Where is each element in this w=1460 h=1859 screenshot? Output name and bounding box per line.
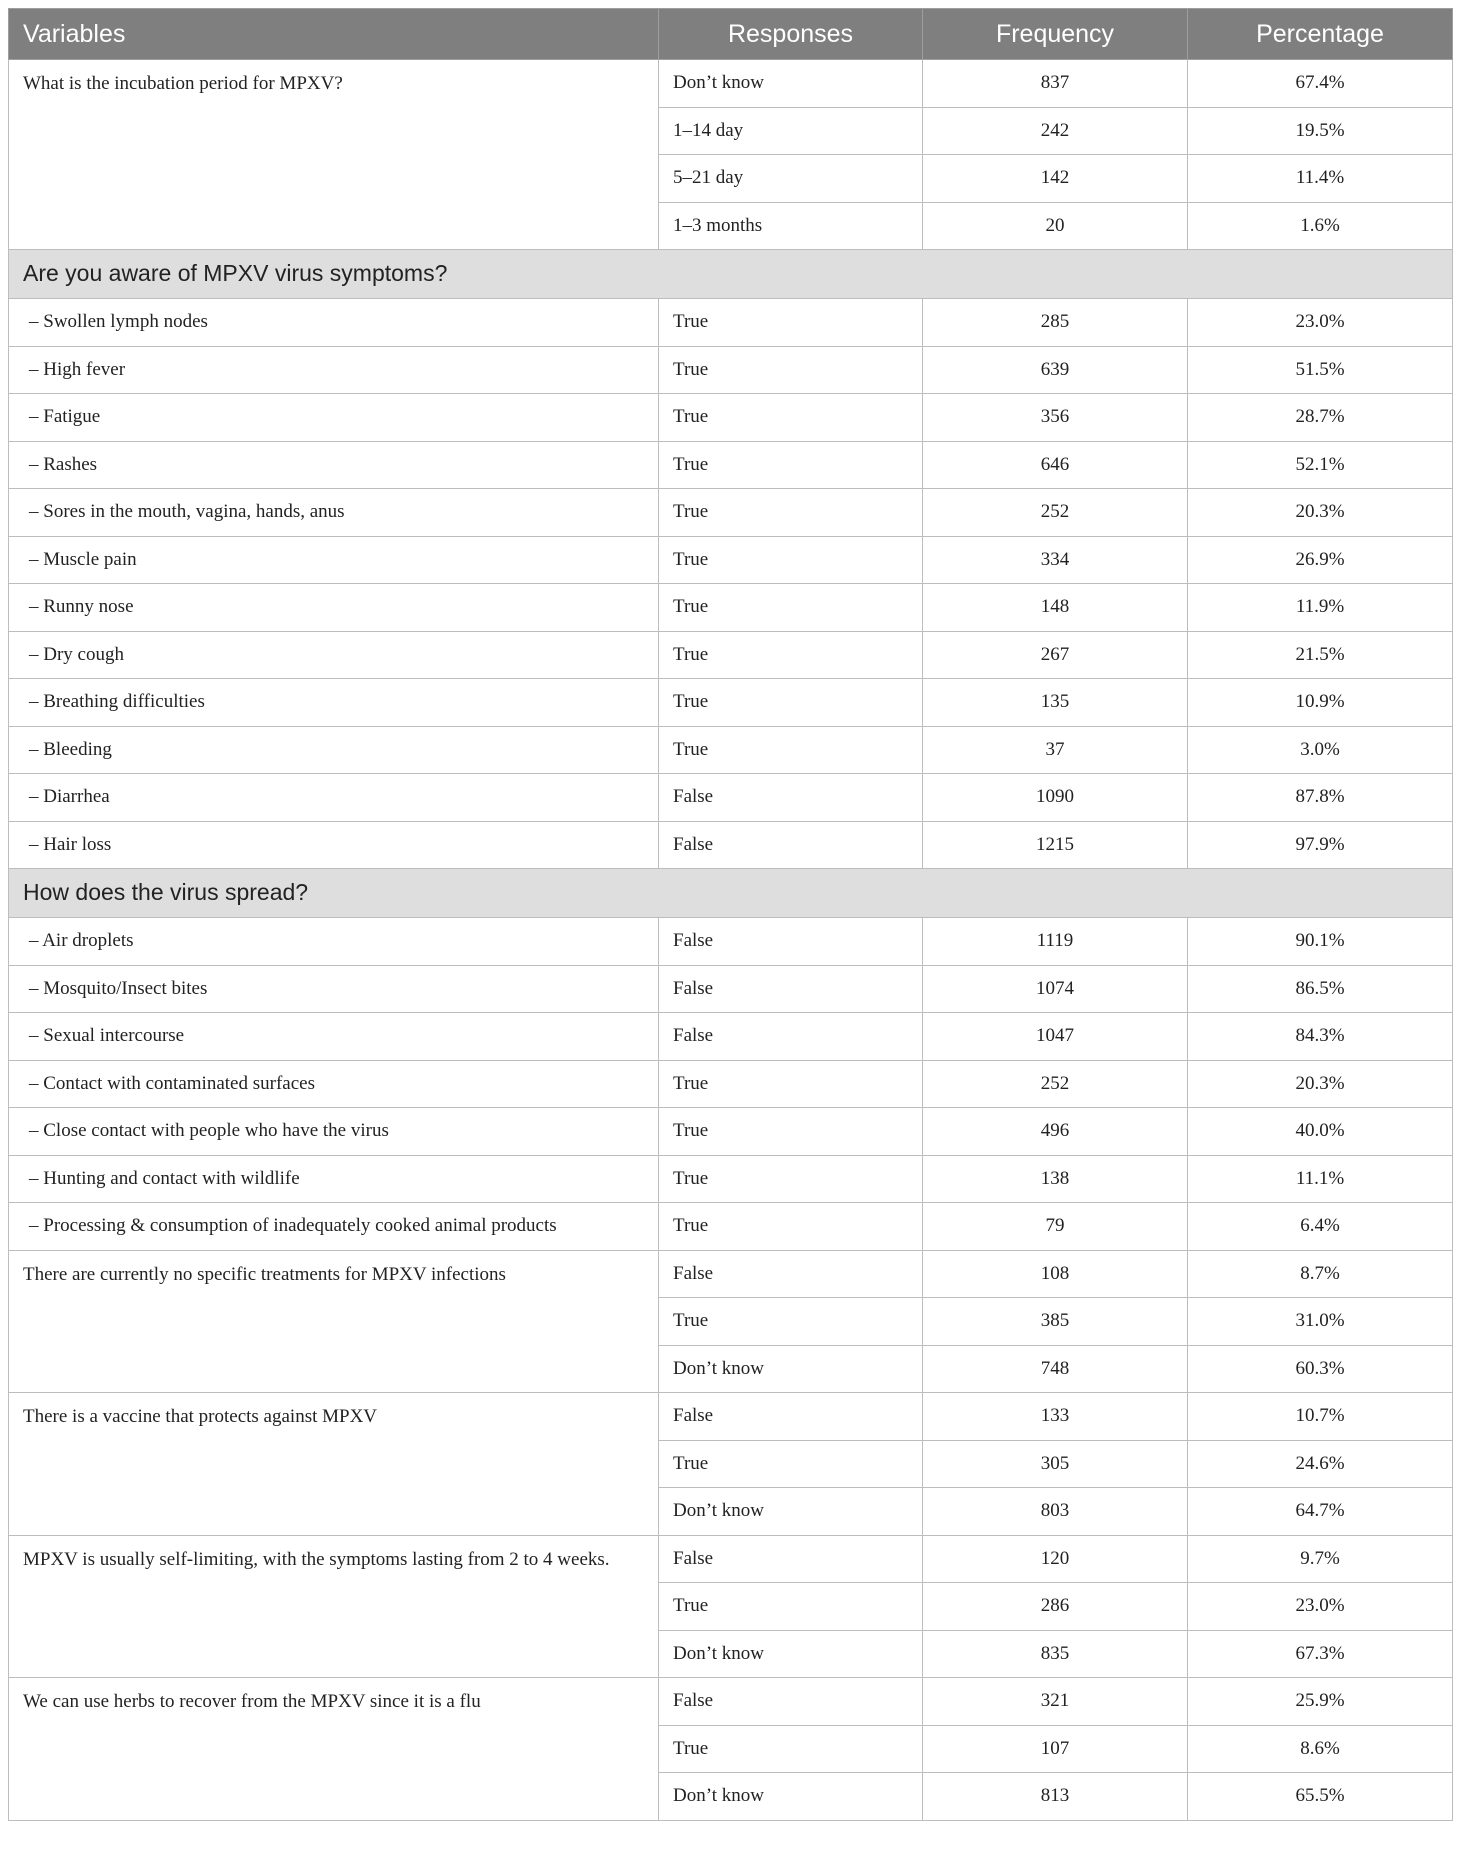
frequency-cell: 1047 xyxy=(923,1013,1188,1061)
item-label-cell: – Runny nose xyxy=(9,584,659,632)
table-row xyxy=(9,679,1453,727)
frequency-cell: 803 xyxy=(923,1488,1188,1536)
header-row xyxy=(9,9,1453,60)
item-label-cell: – Rashes xyxy=(9,441,659,489)
response-cell: 5–21 day xyxy=(659,155,923,203)
variable-cell: There are currently no specific treatments for MPXV infections xyxy=(9,1250,659,1393)
response-cell: True xyxy=(659,1203,923,1251)
response-cell: False xyxy=(659,1013,923,1061)
response-cell: False xyxy=(659,1678,923,1726)
header-variables: Variables xyxy=(9,9,659,60)
frequency-cell: 108 xyxy=(923,1250,1188,1298)
percentage-cell: 90.1% xyxy=(1188,918,1453,966)
section-title: How does the virus spread? xyxy=(9,869,1453,918)
frequency-cell: 148 xyxy=(923,584,1188,632)
table-row xyxy=(9,1155,1453,1203)
item-label-cell: – Close contact with people who have the virus xyxy=(9,1108,659,1156)
table-row xyxy=(9,1393,1453,1441)
section-row xyxy=(9,250,1453,299)
response-cell: False xyxy=(659,1535,923,1583)
response-cell: True xyxy=(659,1155,923,1203)
item-label-cell: – Hair loss xyxy=(9,821,659,869)
percentage-cell: 19.5% xyxy=(1188,107,1453,155)
response-cell: False xyxy=(659,1250,923,1298)
percentage-cell: 8.7% xyxy=(1188,1250,1453,1298)
response-cell: False xyxy=(659,918,923,966)
item-label-cell: – Swollen lymph nodes xyxy=(9,299,659,347)
table-row xyxy=(9,631,1453,679)
percentage-cell: 11.9% xyxy=(1188,584,1453,632)
percentage-cell: 60.3% xyxy=(1188,1345,1453,1393)
frequency-cell: 285 xyxy=(923,299,1188,347)
percentage-cell: 10.7% xyxy=(1188,1393,1453,1441)
variable-cell: We can use herbs to recover from the MPXV since it is a flu xyxy=(9,1678,659,1821)
percentage-cell: 24.6% xyxy=(1188,1440,1453,1488)
percentage-cell: 23.0% xyxy=(1188,299,1453,347)
table-body xyxy=(9,60,1453,1821)
item-label-cell: – High fever xyxy=(9,346,659,394)
table-row xyxy=(9,774,1453,822)
response-cell: True xyxy=(659,584,923,632)
frequency-cell: 107 xyxy=(923,1725,1188,1773)
table-row xyxy=(9,1250,1453,1298)
percentage-cell: 20.3% xyxy=(1188,489,1453,537)
frequency-cell: 321 xyxy=(923,1678,1188,1726)
frequency-cell: 639 xyxy=(923,346,1188,394)
response-cell: True xyxy=(659,1725,923,1773)
header-percentage: Percentage xyxy=(1188,9,1453,60)
frequency-cell: 1090 xyxy=(923,774,1188,822)
percentage-cell: 87.8% xyxy=(1188,774,1453,822)
item-label-cell: – Sexual intercourse xyxy=(9,1013,659,1061)
knowledge-table xyxy=(8,8,1453,1821)
frequency-cell: 837 xyxy=(923,60,1188,108)
variable-cell: MPXV is usually self-limiting, with the symptoms lasting from 2 to 4 weeks. xyxy=(9,1535,659,1678)
response-cell: True xyxy=(659,1298,923,1346)
percentage-cell: 97.9% xyxy=(1188,821,1453,869)
frequency-cell: 252 xyxy=(923,1060,1188,1108)
item-label-cell: – Air droplets xyxy=(9,918,659,966)
response-cell: True xyxy=(659,1440,923,1488)
response-cell: True xyxy=(659,631,923,679)
response-cell: Don’t know xyxy=(659,1488,923,1536)
response-cell: False xyxy=(659,1393,923,1441)
table-row xyxy=(9,1678,1453,1726)
percentage-cell: 40.0% xyxy=(1188,1108,1453,1156)
response-cell: True xyxy=(659,441,923,489)
table-row xyxy=(9,489,1453,537)
table-row xyxy=(9,346,1453,394)
percentage-cell: 64.7% xyxy=(1188,1488,1453,1536)
response-cell: True xyxy=(659,489,923,537)
frequency-cell: 1074 xyxy=(923,965,1188,1013)
frequency-cell: 120 xyxy=(923,1535,1188,1583)
frequency-cell: 835 xyxy=(923,1630,1188,1678)
item-label-cell: – Dry cough xyxy=(9,631,659,679)
frequency-cell: 138 xyxy=(923,1155,1188,1203)
percentage-cell: 10.9% xyxy=(1188,679,1453,727)
frequency-cell: 267 xyxy=(923,631,1188,679)
percentage-cell: 3.0% xyxy=(1188,726,1453,774)
frequency-cell: 142 xyxy=(923,155,1188,203)
item-label-cell: – Mosquito/Insect bites xyxy=(9,965,659,1013)
table-row xyxy=(9,441,1453,489)
frequency-cell: 748 xyxy=(923,1345,1188,1393)
table-row xyxy=(9,1108,1453,1156)
section-title: Are you aware of MPXV virus symptoms? xyxy=(9,250,1453,299)
response-cell: True xyxy=(659,679,923,727)
frequency-cell: 385 xyxy=(923,1298,1188,1346)
response-cell: True xyxy=(659,346,923,394)
variable-cell: What is the incubation period for MPXV? xyxy=(9,60,659,250)
table-row xyxy=(9,60,1453,108)
header-responses: Responses xyxy=(659,9,923,60)
response-cell: True xyxy=(659,1060,923,1108)
item-label-cell: – Fatigue xyxy=(9,394,659,442)
frequency-cell: 242 xyxy=(923,107,1188,155)
response-cell: True xyxy=(659,299,923,347)
item-label-cell: – Sores in the mouth, vagina, hands, anus xyxy=(9,489,659,537)
table-row xyxy=(9,394,1453,442)
item-label-cell: – Contact with contaminated surfaces xyxy=(9,1060,659,1108)
table-row xyxy=(9,584,1453,632)
item-label-cell: – Hunting and contact with wildlife xyxy=(9,1155,659,1203)
response-cell: False xyxy=(659,774,923,822)
frequency-cell: 20 xyxy=(923,202,1188,250)
frequency-cell: 1119 xyxy=(923,918,1188,966)
percentage-cell: 20.3% xyxy=(1188,1060,1453,1108)
percentage-cell: 11.1% xyxy=(1188,1155,1453,1203)
item-label-cell: – Muscle pain xyxy=(9,536,659,584)
table-row xyxy=(9,965,1453,1013)
percentage-cell: 9.7% xyxy=(1188,1535,1453,1583)
table-container xyxy=(8,8,1452,1821)
table-row xyxy=(9,726,1453,774)
percentage-cell: 52.1% xyxy=(1188,441,1453,489)
item-label-cell: – Breathing difficulties xyxy=(9,679,659,727)
frequency-cell: 334 xyxy=(923,536,1188,584)
table-row xyxy=(9,1535,1453,1583)
item-label-cell: – Bleeding xyxy=(9,726,659,774)
percentage-cell: 8.6% xyxy=(1188,1725,1453,1773)
percentage-cell: 26.9% xyxy=(1188,536,1453,584)
frequency-cell: 1215 xyxy=(923,821,1188,869)
percentage-cell: 84.3% xyxy=(1188,1013,1453,1061)
frequency-cell: 135 xyxy=(923,679,1188,727)
percentage-cell: 1.6% xyxy=(1188,202,1453,250)
percentage-cell: 65.5% xyxy=(1188,1773,1453,1821)
response-cell: Don’t know xyxy=(659,1773,923,1821)
table-header xyxy=(9,9,1453,60)
variable-cell: There is a vaccine that protects against MPXV xyxy=(9,1393,659,1536)
percentage-cell: 67.4% xyxy=(1188,60,1453,108)
frequency-cell: 79 xyxy=(923,1203,1188,1251)
percentage-cell: 28.7% xyxy=(1188,394,1453,442)
response-cell: Don’t know xyxy=(659,60,923,108)
table-row xyxy=(9,299,1453,347)
percentage-cell: 31.0% xyxy=(1188,1298,1453,1346)
percentage-cell: 21.5% xyxy=(1188,631,1453,679)
table-row xyxy=(9,1060,1453,1108)
frequency-cell: 356 xyxy=(923,394,1188,442)
percentage-cell: 51.5% xyxy=(1188,346,1453,394)
response-cell: 1–14 day xyxy=(659,107,923,155)
response-cell: False xyxy=(659,821,923,869)
header-frequency: Frequency xyxy=(923,9,1188,60)
table-row xyxy=(9,536,1453,584)
response-cell: True xyxy=(659,1108,923,1156)
response-cell: 1–3 months xyxy=(659,202,923,250)
table-row xyxy=(9,918,1453,966)
percentage-cell: 6.4% xyxy=(1188,1203,1453,1251)
frequency-cell: 286 xyxy=(923,1583,1188,1631)
percentage-cell: 25.9% xyxy=(1188,1678,1453,1726)
item-label-cell: – Processing & consumption of inadequately cooked animal products xyxy=(9,1203,659,1251)
frequency-cell: 813 xyxy=(923,1773,1188,1821)
table-row xyxy=(9,1203,1453,1251)
response-cell: True xyxy=(659,1583,923,1631)
frequency-cell: 133 xyxy=(923,1393,1188,1441)
response-cell: True xyxy=(659,394,923,442)
response-cell: True xyxy=(659,726,923,774)
section-row xyxy=(9,869,1453,918)
percentage-cell: 67.3% xyxy=(1188,1630,1453,1678)
frequency-cell: 252 xyxy=(923,489,1188,537)
response-cell: False xyxy=(659,965,923,1013)
frequency-cell: 37 xyxy=(923,726,1188,774)
percentage-cell: 11.4% xyxy=(1188,155,1453,203)
response-cell: True xyxy=(659,536,923,584)
frequency-cell: 646 xyxy=(923,441,1188,489)
response-cell: Don’t know xyxy=(659,1630,923,1678)
frequency-cell: 305 xyxy=(923,1440,1188,1488)
table-row xyxy=(9,821,1453,869)
percentage-cell: 23.0% xyxy=(1188,1583,1453,1631)
response-cell: Don’t know xyxy=(659,1345,923,1393)
table-row xyxy=(9,1013,1453,1061)
frequency-cell: 496 xyxy=(923,1108,1188,1156)
percentage-cell: 86.5% xyxy=(1188,965,1453,1013)
item-label-cell: – Diarrhea xyxy=(9,774,659,822)
